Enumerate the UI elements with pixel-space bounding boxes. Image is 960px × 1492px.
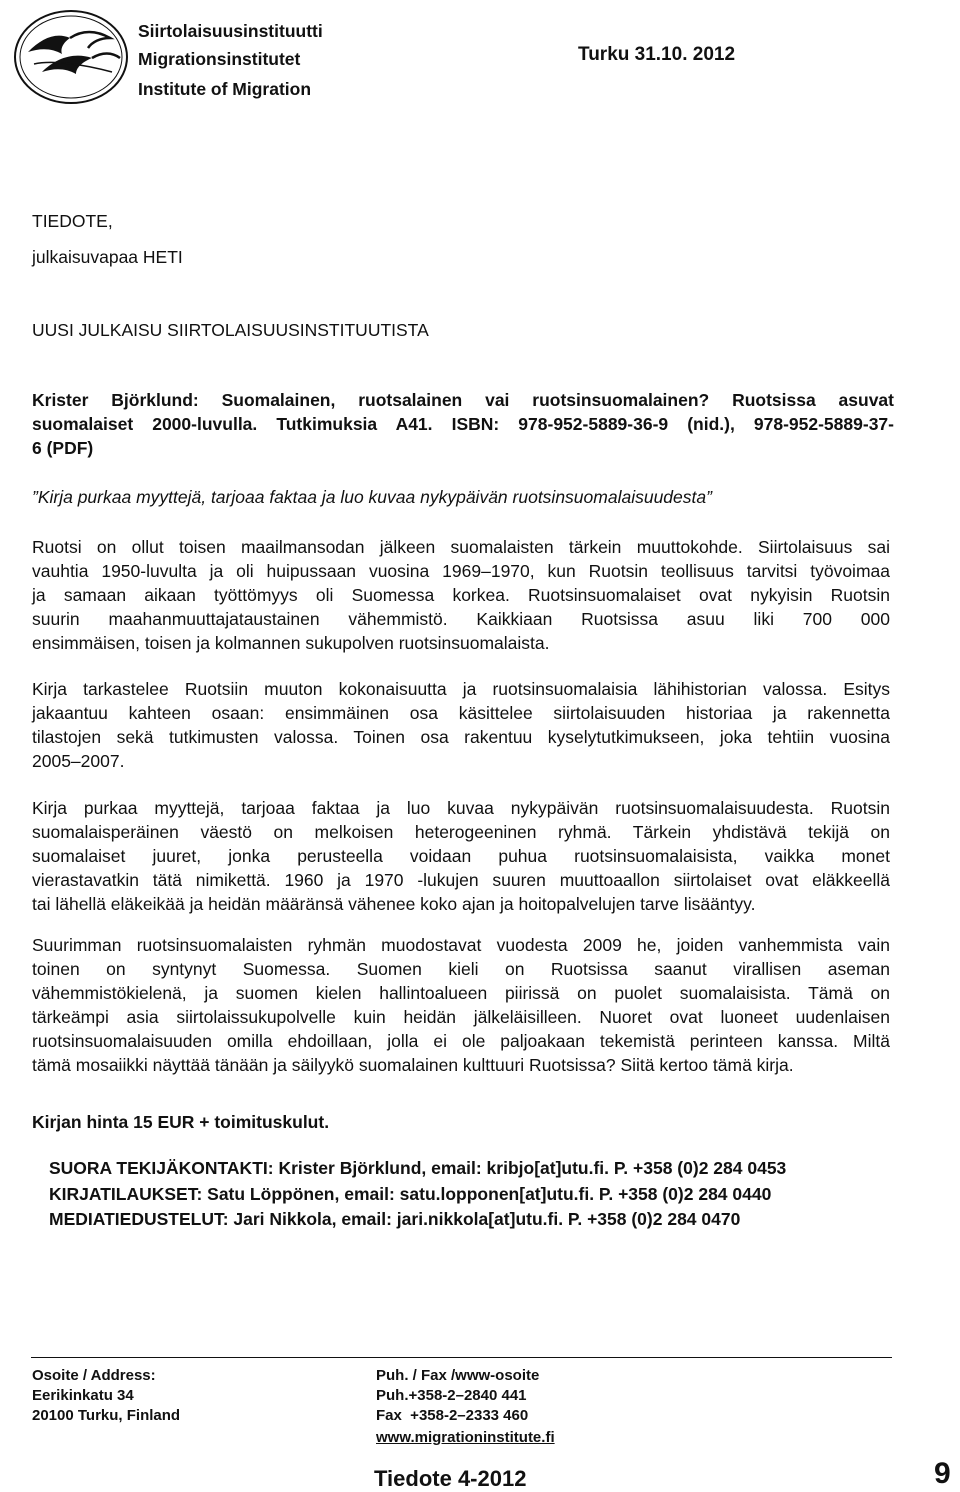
tagline: ”Kirja purkaa myyttejä, tarjoaa faktaa ja luo kuvaa nykypäivän ruotsinsuomalaisuudesta” xyxy=(32,487,712,507)
page-number: 9 xyxy=(934,1457,951,1490)
footer-divider xyxy=(31,1357,892,1358)
contact-media: MEDIATIEDUSTELUT: Jari Nikkola, email: jari.nikkola[at]utu.fi. P. +358 (0)2 284 0470 xyxy=(49,1209,741,1229)
publication-line: 6 (PDF) xyxy=(32,438,94,458)
website-link[interactable]: www.migrationinstitute.fi xyxy=(376,1429,555,1446)
city-address: 20100 Turku, Finland xyxy=(32,1407,181,1424)
paragraph-line: tilastojen sekä tutkimusten valossa. Toinen osa rakentuu kyselytutkimukseen, joka tehtiin vuosina xyxy=(32,727,890,747)
paragraph-line: ruotsinsuomalaisuuden omilla ehdoillaan, jolla ei ole paljoakaan tekemistä perinteen kanssa. Miltä xyxy=(32,1031,890,1051)
street-address: Eerikinkatu 34 xyxy=(32,1387,134,1404)
paragraph-line: vierastavatkin tätä nimikettä. 1960 ja 1970 -lukujen suuren muuttoaallon siirtolaiset ovat eläkkeellä xyxy=(32,870,890,890)
paragraph-line: suomalaiset juuret, jonka perusteella voidaan puhua ruotsinsuomalaisista, vaikka monet xyxy=(32,846,890,866)
paragraph-line: tärkeämpi asia siirtolaissukupolvelle kuin heidän jälkeläisilleen. Nuoret ovat luoneet uudenlaisen xyxy=(32,1007,890,1027)
paragraph-line: 2005–2007. xyxy=(32,751,125,771)
paragraph-line: Ruotsi on ollut toisen maailmansodan jälkeen suomalaisten tärkein muuttokohde. Siirtolaisuus sai xyxy=(32,537,890,557)
paragraph-line: Kirja purkaa myyttejä, tarjoaa faktaa ja luo kuvaa nykypäivän ruotsinsuomalaisuudesta. Ruotsin xyxy=(32,798,890,818)
paragraph-line: tai lähellä eläkeikää ja heidän määränsä vähenee koko ajan ja hoitopalvelujen tarve lisääntyy. xyxy=(32,894,756,914)
publication-details xyxy=(32,388,894,460)
address-label: Osoite / Address: xyxy=(32,1367,156,1384)
release-status: julkaisuvapaa HETI xyxy=(32,247,183,267)
paragraph-line: jakaantuu kahteen osaan: ensimmäinen osa käsittelee siirtolaisuuden historiaa ja rakennetta xyxy=(32,703,890,723)
paragraph-line: ja samaan aikaan työttömyys oli Suomessa korkea. Ruotsinsuomalaiset ovat nykyisin Ruotsin xyxy=(32,585,890,605)
paragraph-line: vauhtia 1950-luvulta ja oli huipussaan vuosina 1969–1970, kun Ruotsin teollisuus tarvitsi työvoimaa xyxy=(32,561,890,581)
contact-orders: KIRJATILAUKSET: Satu Löppönen, email: satu.lopponen[at]utu.fi. P. +358 (0)2 284 0440 xyxy=(49,1184,772,1204)
paragraph-line: tämä mosaiikki näyttää tänään ja säilyykö suomalainen kulttuuri Ruotsissa? Siitä kertoo tämä kirja. xyxy=(32,1055,794,1075)
paragraph-line: suomalaisperäinen väestö on melkoisen heterogeeninen ryhmä. Tärkein yhdistävä tekijä on xyxy=(32,822,890,842)
org-name-sv: Migrationsinstitutet xyxy=(138,49,301,69)
document-date: Turku 31.10. 2012 xyxy=(578,44,736,65)
institute-logo xyxy=(12,8,130,106)
paragraph xyxy=(32,796,890,916)
paragraph xyxy=(32,677,890,773)
phone-number: Puh.+358-2–2840 441 xyxy=(376,1387,527,1404)
headline: UUSI JULKAISU SIIRTOLAISUUSINSTITUUTISTA xyxy=(32,320,429,340)
paragraph-line: Kirja tarkastelee Ruotsiin muuton kokonaisuutta ja ruotsinsuomalaisia lähihistorian valossa. Esitys xyxy=(32,679,890,699)
paragraph-line: Suurimman ruotsinsuomalaisten ryhmän muodostavat vuodesta 2009 he, joiden vanhemmista vain xyxy=(32,935,890,955)
document-id: Tiedote 4-2012 xyxy=(374,1466,527,1491)
publication-line: suomalaiset 2000-luvulla. Tutkimuksia A41. ISBN: 978-952-5889-36-9 (nid.), 978-952-5889-37- xyxy=(32,414,894,434)
publication-line: Krister Björklund: Suomalainen, ruotsalainen vai ruotsinsuomalainen? Ruotsissa asuvat xyxy=(32,390,894,410)
org-name-en: Institute of Migration xyxy=(138,79,312,99)
fax-number: Fax +358-2–2333 460 xyxy=(376,1407,529,1424)
price: Kirjan hinta 15 EUR + toimituskulut. xyxy=(32,1112,330,1132)
paragraph-line: toinen on syntynyt Suomessa. Suomen kieli on Ruotsissa saanut virallisen aseman xyxy=(32,959,890,979)
paragraph-line: ensimmäisen, toisen ja kolmannen sukupolven ruotsinsuomalaista. xyxy=(32,633,550,653)
paragraph xyxy=(32,933,890,1077)
phone-label: Puh. / Fax /www-osoite xyxy=(376,1367,540,1384)
org-name-fi: Siirtolaisuusinstituutti xyxy=(138,21,323,41)
paragraph-line: suurin maahanmuuttajataustainen vähemmistö. Kaikkiaan Ruotsissa asuu liki 700 000 xyxy=(32,609,890,629)
paragraph xyxy=(32,535,890,655)
paragraph-line: vähemmistökielenä, ja suomen kielen hallintoalueen piirissä on puolet suomalaisista. Tämä on xyxy=(32,983,890,1003)
contact-author: SUORA TEKIJÄKONTAKTI: Krister Björklund, email: kribjo[at]utu.fi. P. +358 (0)2 284 0453 xyxy=(49,1158,787,1178)
notice-type: TIEDOTE, xyxy=(32,211,113,231)
